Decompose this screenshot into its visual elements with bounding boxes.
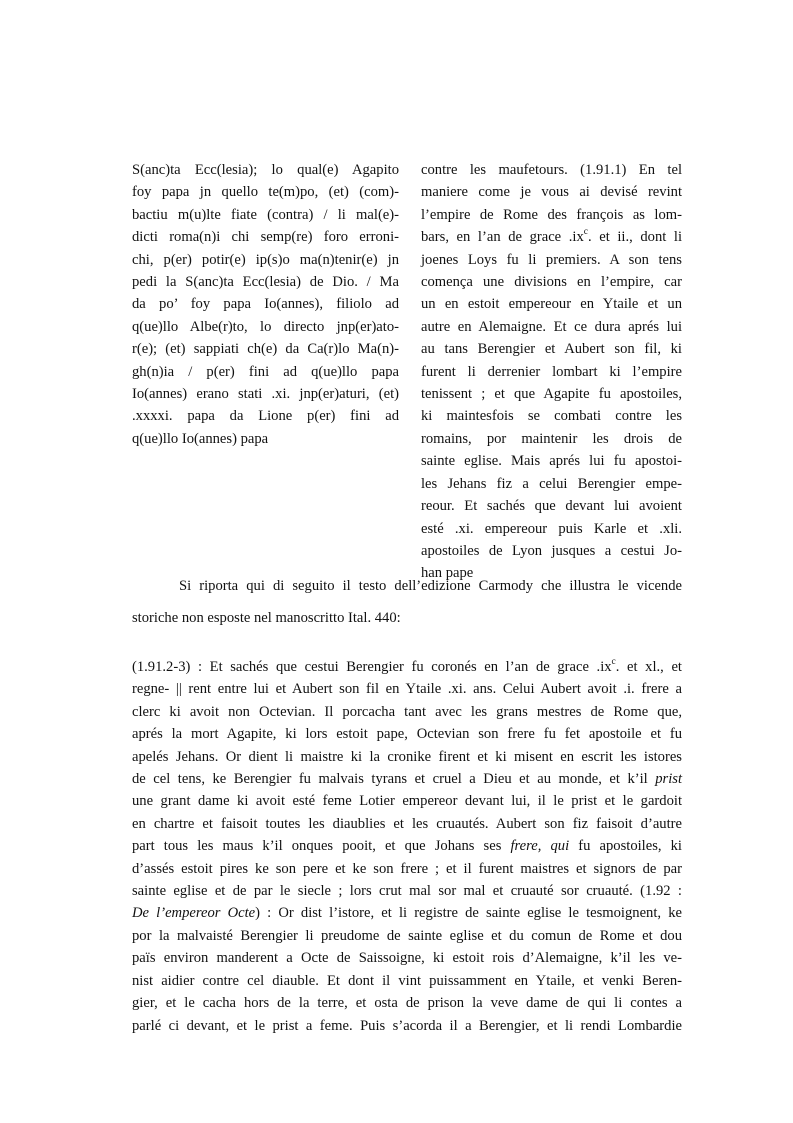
text-line: sainte eglise et de par le siecle ; lors crut mal sor mal et cruauté sor cruauté. (1.92 : (132, 883, 682, 900)
text-line: un en estoit empereour en Ytaile et un (421, 296, 682, 313)
text-line: contre les maufetours. (1.91.1) En tel (421, 162, 682, 178)
text-line: apostoiles de Lyon jusques a cestui Jo- (421, 542, 682, 559)
text-line: regne- || rent entre lui et Aubert son fil en Ytaile .xi. ans. Celui Aubert avoit .i. frere a (132, 681, 682, 698)
text-line: Si riporta qui di seguito il testo dell’edizione Carmody che illustra le vicende (179, 578, 682, 594)
text-line: romains, por maintenir les drois de (421, 430, 682, 447)
text-line: comença une divisions en l’empire, car (421, 274, 682, 291)
text-line: maniere come je vous ai devisé revint (421, 184, 682, 201)
text-line: parlé ci devant, et le prist a feme. Puis s’acorda il a Berengier, et li rendi Lombardie (132, 1017, 682, 1034)
text-line: q(ue)llo Albe(r)to, lo directo jnp(er)ato- (132, 318, 399, 335)
text-line: .xxxxi. papa da Lione p(er) fini ad (132, 408, 399, 425)
text-line: sainte eglise. Mais aprés lui fu apostoi- (421, 453, 682, 470)
text-line: en chartre et faisoit toutes les diaublies et les cruautés. Aubert son fiz faisoit d’autre (132, 815, 682, 832)
left-column-italian (132, 159, 399, 450)
text-line: da po’ foy papa Io(annes), filiolo ad (132, 296, 399, 313)
text-line: storiche non esposte nel manoscritto Ital. 440: (132, 610, 401, 626)
italic-text: De l’empereor Octe (132, 905, 256, 922)
text-line: Io(annes) erano stati .xi. jnp(er)aturi, (et) (132, 386, 399, 403)
text-line: joenes Loys fu li premiers. A son tens (421, 251, 682, 268)
text-segment: part tous les maus k’il onques pooit, et que Johans ses (132, 838, 502, 855)
text-segment: fu apostoiles, ki (578, 838, 682, 855)
text-line: au tans Berengier et Aubert son fil, ki (421, 341, 682, 358)
text-line: S(anc)ta Ecc(lesia); lo qual(e) Agapito (132, 162, 399, 178)
right-column-french (421, 159, 682, 585)
text-line: bactiu m(u)lte fiate (contra) / li mal(e)- (132, 206, 399, 223)
text-line: les Jehans fiz a celui Berengier empe- (421, 475, 682, 492)
text-line: clerc ki avoit non Octevian. Il porcacha tant avec les grans mestres de Rome que, (132, 703, 682, 720)
text-line (132, 656, 682, 678)
text-line (132, 768, 682, 790)
text-line: gh(n)ia / p(er) fini ad q(ue)llo papa (132, 363, 399, 380)
text-line: chi, p(er) potir(e) ip(s)o ma(n)tenir(e) jn (132, 251, 399, 268)
text-segment: ) : Or dist l’istore, et li registre de sainte eglise le tesmoignent, ke (255, 905, 682, 922)
text-line: d’assés estoit pires ke son pere et ke son frere ; et il furent maistres et signors de par (132, 860, 682, 877)
text-line: païs environ manderent a Octe de Saissoigne, ki estoit rois d’Alemaigne, k’il les ve- (132, 950, 682, 967)
text-line: ki maintesfois se combati contre les (421, 408, 682, 425)
text-line: pedi la S(anc)ta Ecc(lesia) de Dio. / Ma (132, 274, 399, 291)
text-line: tenissent ; et que Agapite fu apostoiles, (421, 386, 682, 403)
text-segment: de cel tens, ke Berengier fu malvais tyrans et cruel a Dieu et au monde, et k’il (132, 771, 648, 788)
text-segment: (1.91.2-3) : Et sachés que cestui Berengier fu coronés en l’an de grace .ix (132, 659, 612, 675)
text-segment: . et xl., et (615, 659, 682, 675)
text-line: foy papa jn quello te(m)po, (et) (com)- (132, 184, 399, 201)
superscript: c (583, 227, 588, 238)
text-line: aprés la mort Agapite, ki lors estoit pape, Octevian son frere fu fet apostoile et fu (132, 726, 682, 743)
superscript: c (611, 657, 616, 668)
text-line: reour. Et sachés que devant lui avoient (421, 498, 682, 515)
text-line (132, 902, 682, 924)
text-line: han pape (421, 565, 474, 582)
text-line: q(ue)llo Io(annes) papa (132, 430, 269, 447)
text-line: nist aidier contre cel diauble. Et dont il vint puissamment en Ytaile, et venki Beren- (132, 972, 682, 989)
carmody-quotation (132, 656, 682, 1037)
italic-text: prist (655, 771, 682, 788)
text-line: por la malvaisté Berengier li preudome de sainte eglise et du comun de Rome et dou (132, 927, 682, 944)
text-line: apelés Jehans. Or dient li maistre ki la cronike firent et ki misent en escrit les istores (132, 748, 682, 765)
text-line (132, 835, 682, 857)
italic-text: frere, qui (510, 838, 570, 855)
text-line: autre en Alemaigne. Et ce dura aprés lui (421, 318, 682, 335)
text-line: furent li derrenier lombart ki l’empire (421, 363, 682, 380)
text-line: esté .xi. empereour puis Karle et .xli. (421, 520, 682, 537)
text-segment: bars, en l’an de grace .ix (421, 229, 584, 246)
intro-paragraph (132, 570, 682, 634)
text-line: l’empire de Rome des françois as lom- (421, 206, 682, 223)
text-segment: . et ii., dont li (587, 229, 682, 246)
text-line: r(e); (et) sappiati ch(e) da Ca(r)lo Ma(n)- (132, 341, 399, 358)
text-line: dicti roma(n)i chi semp(re) foro erroni- (132, 229, 399, 246)
text-line: une grant dame ki avoit esté feme Lotier empereor devant lui, il le prist et le gardoit (132, 793, 682, 810)
text-line: gier, et le cacha hors de la terre, et osta de prison la veve dame de qui li contes a (132, 995, 682, 1012)
text-line (421, 226, 682, 248)
